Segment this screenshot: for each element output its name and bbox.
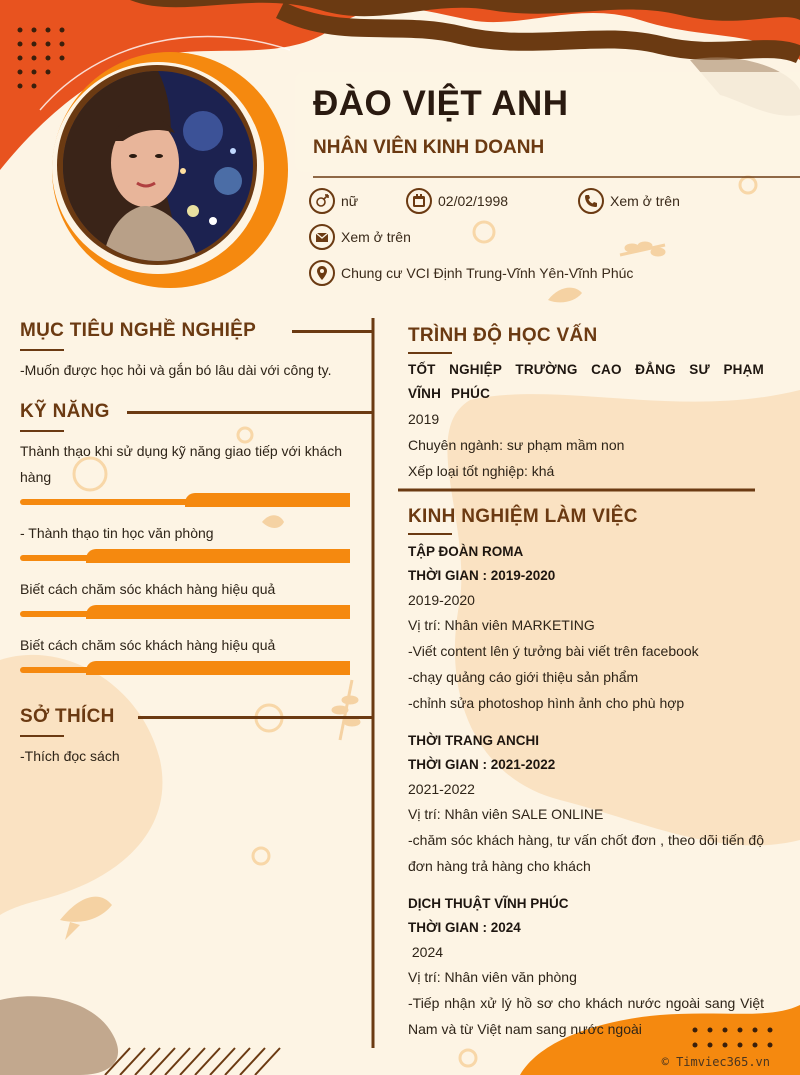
skill-level [86, 605, 350, 619]
job-time: THỜI GIAN : 2019-2020 [408, 568, 556, 583]
graduation-year: 2019 [408, 411, 440, 427]
skill-bar [20, 605, 350, 619]
objective-text: -Muốn được học hỏi và gắn bó lâu dài với công ty. [20, 362, 332, 378]
skill-label: Biết cách chăm sóc khách hàng hiệu quả [20, 637, 276, 653]
phone-value: Xem ở trên [610, 193, 680, 209]
avatar [63, 71, 253, 261]
hobbies-heading-line [138, 716, 374, 719]
job-time: THỜI GIAN : 2024 [408, 920, 521, 935]
skill-bar [20, 493, 350, 507]
skill-label: - Thành thạo tin học văn phòng [20, 525, 214, 541]
skills-underline [20, 430, 64, 432]
job-time: THỜI GIAN : 2021-2022 [408, 757, 556, 772]
hobbies-text: -Thích đọc sách [20, 748, 120, 764]
job-company: THỜI TRANG ANCHI [408, 733, 540, 748]
job-detail: -chăm sóc khách hàng, tư vấn chốt đơn , theo dõi tiến độ đơn hàng trả hàng cho khách [408, 832, 764, 874]
calendar-icon [406, 188, 432, 214]
email-icon [309, 224, 335, 250]
job-entry [408, 729, 764, 879]
grade: Xếp loại tốt nghiệp: khá [408, 463, 555, 479]
school-name: TỐT NGHIỆP TRƯỜNG CAO ĐẲNG SƯ PHẠM VĨNH PHÚC [408, 362, 764, 401]
candidate-position: NHÂN VIÊN KINH DOANH [313, 137, 545, 158]
skill-bar [20, 549, 350, 563]
objective-heading-line [292, 330, 374, 333]
job-company: TẬP ĐOÀN ROMA [408, 544, 524, 559]
job-company: DỊCH THUẬT VĨNH PHÚC [408, 896, 569, 911]
job-years: 2021-2022 [408, 781, 475, 797]
phone-field [578, 188, 680, 214]
skill-label: Thành thạo khi sử dụng kỹ năng giao tiếp với khách hàng [20, 443, 343, 485]
experience-underline [408, 533, 452, 535]
gender-field [309, 188, 358, 214]
hobbies-heading: SỞ THÍCH [20, 706, 115, 727]
gender-value: nữ [341, 193, 359, 209]
email-value: Xem ở trên [341, 229, 411, 245]
skill-bar [20, 661, 350, 675]
job-detail: -Tiếp nhận xử lý hồ sơ cho khách nước ngoài sang Việt Nam và từ Việt nam sang nước ngoài [408, 995, 764, 1037]
objective-heading: MỤC TIÊU NGHỀ NGHIỆP [20, 320, 257, 341]
job-role: Vị trí: Nhân viên SALE ONLINE [408, 806, 604, 822]
job-years: 2019-2020 [408, 592, 475, 608]
gender-icon [309, 188, 335, 214]
job-role: Vị trí: Nhân viên MARKETING [408, 617, 595, 633]
objective-underline [20, 349, 64, 351]
skills-heading-line [127, 411, 374, 414]
skills-heading: KỸ NĂNG [20, 401, 110, 422]
education-heading: TRÌNH ĐỘ HỌC VẤN [408, 325, 598, 346]
address-field [309, 260, 633, 286]
job-detail: -chỉnh sửa photoshop hình ảnh cho phù hợp [408, 695, 685, 711]
footer-watermark: © Timviec365.vn [661, 1055, 770, 1069]
job-entry [408, 892, 764, 1042]
major: Chuyên ngành: sư phạm mầm non [408, 437, 625, 453]
location-pin-icon [309, 260, 335, 286]
address-value: Chung cư VCI Định Trung-Vĩnh Yên-Vĩnh Phúc [341, 265, 634, 281]
skill-level [86, 661, 350, 675]
skill-level [185, 493, 350, 507]
skill-level [86, 549, 350, 563]
email-field [309, 224, 411, 250]
education-underline [408, 352, 452, 354]
education-block [408, 358, 764, 484]
experience-heading: KINH NGHIỆM LÀM VIỆC [408, 506, 638, 527]
job-detail: -chạy quảng cáo giới thiệu sản phẩm [408, 669, 639, 685]
phone-icon [578, 188, 604, 214]
job-entry [408, 540, 764, 716]
hobbies-underline [20, 735, 64, 737]
job-years: 2024 [408, 944, 444, 960]
job-detail: -Viết content lên ý tưởng bài viết trên facebook [408, 643, 699, 659]
birthday-field [406, 188, 508, 214]
birthday-value: 02/02/1998 [438, 193, 509, 209]
candidate-name: ĐÀO VIỆT ANH [313, 84, 569, 123]
skill-label: Biết cách chăm sóc khách hàng hiệu quả [20, 581, 276, 597]
job-role: Vị trí: Nhân viên văn phòng [408, 969, 577, 985]
